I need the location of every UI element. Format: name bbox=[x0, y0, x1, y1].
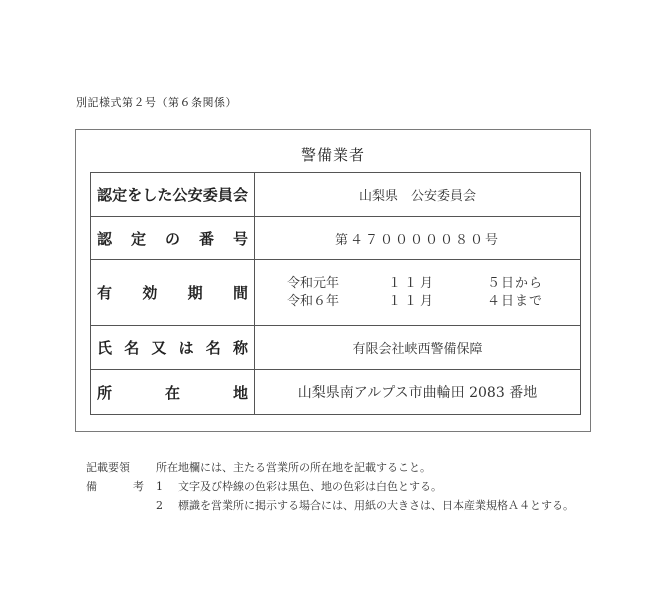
sign-table bbox=[90, 172, 581, 415]
table-row-validity bbox=[91, 260, 581, 326]
value-name: 有限会社峡西警備保障 bbox=[255, 326, 581, 370]
instructions-heading: 記載要領 bbox=[86, 461, 130, 474]
remark-line-1 bbox=[86, 477, 574, 496]
remark-text: 文字及び枠線の色彩は黒色、地の色彩は白色とする。 bbox=[178, 480, 442, 493]
notes-section bbox=[86, 458, 574, 515]
value-address: 山梨県南アルプス市曲輪田 2083 番地 bbox=[255, 370, 581, 415]
remark-text: 標識を営業所に掲示する場合には、用紙の大きさは、日本産業規格Ａ４とする。 bbox=[178, 499, 574, 512]
validity-start: 令和元年 １１月 ５日から bbox=[287, 275, 544, 291]
label-commission: 認 定 を し た 公 安 委 員 会 bbox=[91, 173, 255, 217]
instructions-line bbox=[86, 458, 574, 477]
label-address: 所 在 地 bbox=[91, 370, 255, 415]
remark-number: 1 bbox=[156, 480, 163, 493]
sign-title: 警備業者 bbox=[300, 146, 365, 164]
value-cert-number: 第４７０００００８０号 bbox=[255, 217, 581, 260]
label-validity: 有 効 期 間 bbox=[91, 260, 255, 326]
remarks-heading: 備 考 bbox=[86, 480, 144, 493]
table-row-cert-number bbox=[91, 217, 581, 260]
table-row-name bbox=[91, 326, 581, 370]
label-name: 氏 名 又 は 名 称 bbox=[91, 326, 255, 370]
value-validity bbox=[255, 260, 581, 326]
table-row-commission bbox=[91, 173, 581, 217]
value-commission: 山梨県 公安委員会 bbox=[255, 173, 581, 217]
remark-number: 2 bbox=[156, 499, 163, 512]
remark-line-2 bbox=[86, 496, 574, 515]
form-reference: 別記様式第２号（第６条関係） bbox=[76, 96, 237, 109]
instructions-text: 所在地欄には、主たる営業所の所在地を記載すること。 bbox=[156, 461, 431, 474]
label-cert-number: 認 定 の 番 号 bbox=[91, 217, 255, 260]
table-row-address bbox=[91, 370, 581, 415]
validity-end: 令和６年 １１月 ４日まで bbox=[287, 293, 544, 309]
